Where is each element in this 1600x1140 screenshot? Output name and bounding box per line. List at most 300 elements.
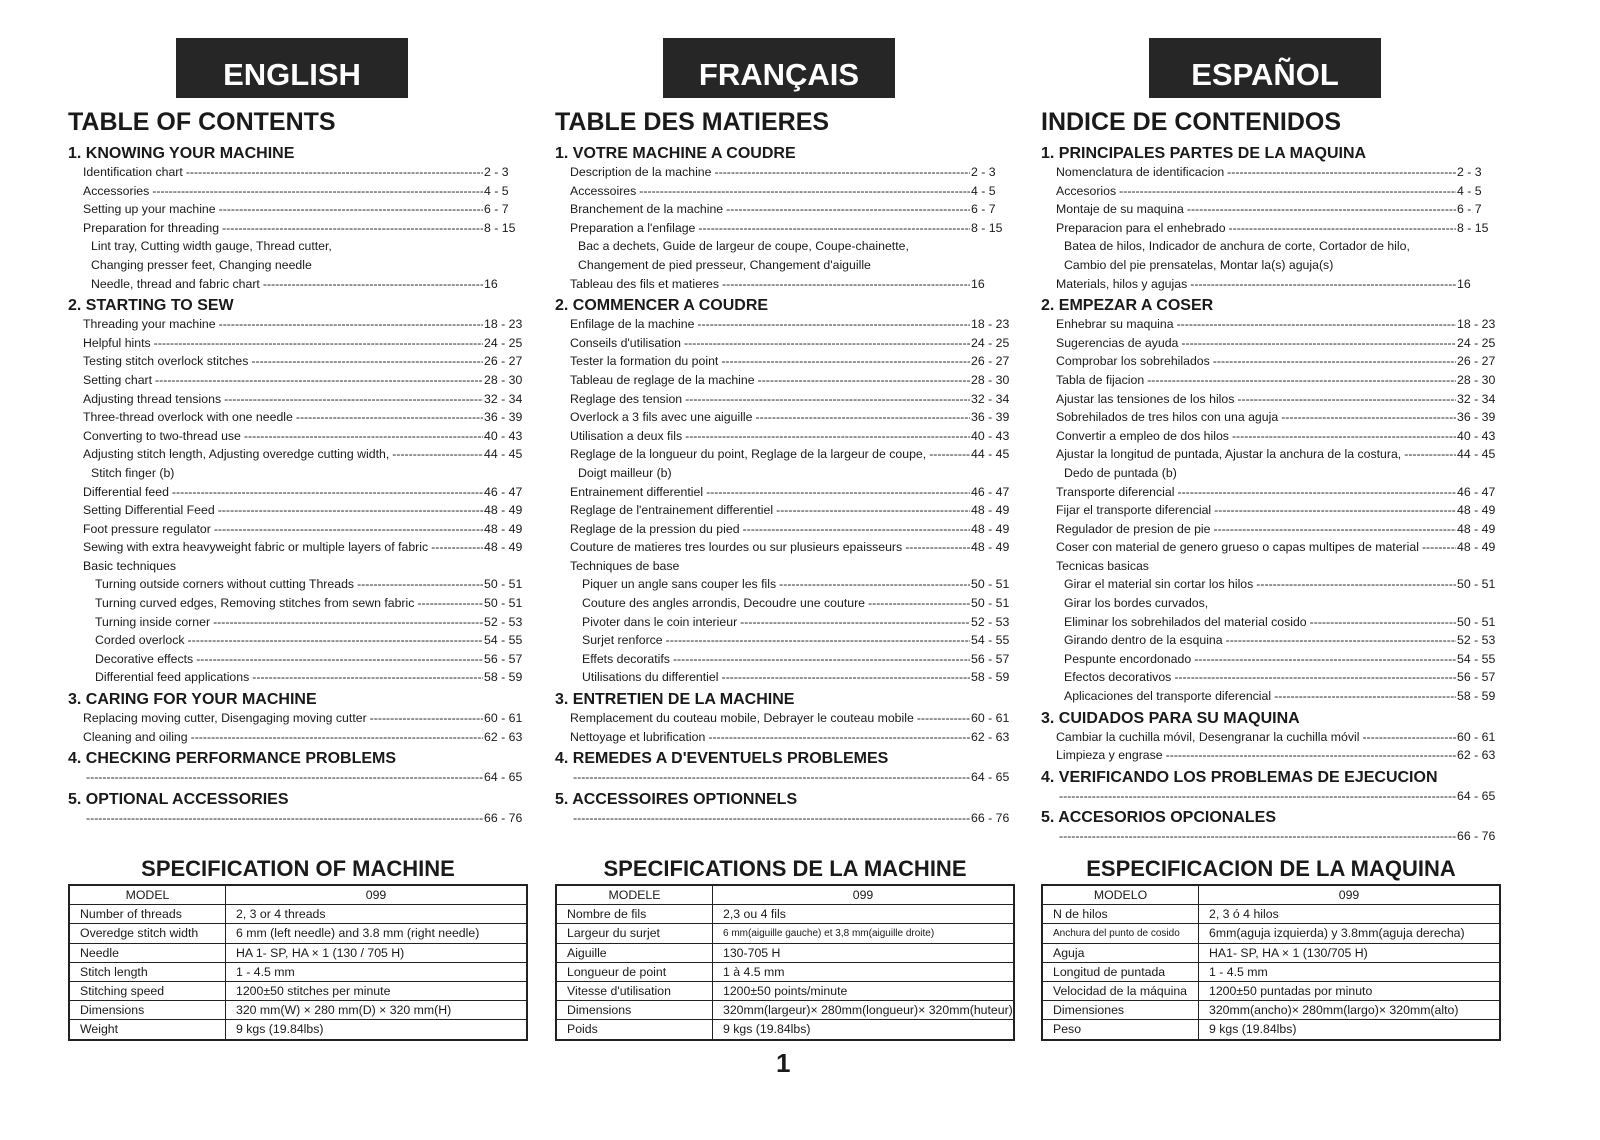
- dot-leader: [222, 219, 483, 238]
- entry-page: 48 - 49: [484, 540, 523, 555]
- toc-entry: [68, 575, 526, 594]
- entry-text: Enhebrar su maquina: [1056, 317, 1174, 332]
- toc-title: INDICE DE CONTENIDOS: [1041, 108, 1342, 136]
- entry-page: 28 - 30: [1457, 372, 1496, 387]
- entry-text: Cambio del pie prensatelas, Montar la(s) aguja(s): [1064, 257, 1334, 272]
- toc-entry: [1041, 631, 1499, 650]
- toc-entry: [1041, 219, 1499, 238]
- toc-entry: [68, 371, 526, 390]
- section-heading: 2. EMPEZAR A COSER: [1041, 297, 1214, 315]
- toc-entry: [555, 501, 1013, 520]
- toc-entry: [555, 219, 1013, 238]
- entry-page: 58 - 59: [1457, 689, 1496, 704]
- entry-text: Basic techniques: [83, 558, 176, 573]
- entry-page: 26 - 27: [484, 354, 523, 369]
- entry-text: Helpful hints: [83, 335, 151, 350]
- spec-row: [556, 924, 1014, 943]
- entry-page: 44 - 45: [1457, 447, 1496, 462]
- entry-page: 32 - 34: [484, 391, 523, 406]
- entry-text: Setting Differential Feed: [83, 503, 215, 518]
- spec-header-row: [69, 885, 527, 905]
- entry-page: 66 - 76: [971, 810, 1010, 825]
- dot-leader: [1119, 182, 1456, 201]
- dot-leader: [214, 520, 483, 539]
- toc-entry: [555, 520, 1013, 539]
- spec-label: Aiguille: [556, 943, 713, 962]
- spec-row: [1042, 1001, 1500, 1020]
- entry-text: Effets decoratifs: [582, 651, 670, 666]
- entry-page: 2 - 3: [484, 165, 509, 179]
- entry-text: Tabla de fijacion: [1056, 372, 1145, 387]
- toc-entry: [68, 709, 526, 728]
- dot-leader: [1177, 483, 1456, 502]
- dot-leader: [684, 334, 970, 353]
- entry-page: 46 - 47: [971, 484, 1010, 499]
- section-heading: 1. KNOWING YOUR MACHINE: [68, 145, 295, 162]
- entry-text: Setting chart: [83, 372, 153, 387]
- spec-table: [68, 884, 528, 1041]
- entry-text: Couture des angles arrondis, Decoudre une couture: [582, 596, 866, 611]
- entry-page: 48 - 49: [971, 503, 1010, 518]
- entry-page: 46 - 47: [1457, 484, 1496, 499]
- entry-text: Turning inside corner: [95, 614, 211, 629]
- entry-text: Tableau de reglage de la machine: [570, 372, 755, 387]
- entry-page: 48 - 49: [1457, 521, 1496, 536]
- spec-header-cell: 099: [226, 885, 528, 905]
- language-header: FRANÇAIS: [663, 38, 895, 98]
- toc-entry: [68, 464, 526, 483]
- toc-entry: [68, 557, 526, 576]
- entry-text: Reglage de l'entrainement differentiel: [570, 503, 774, 518]
- entry-page: 58 - 59: [971, 670, 1010, 685]
- spec-label: Aguja: [1042, 943, 1199, 962]
- toc-entry: [68, 334, 526, 353]
- toc-entry: [1041, 371, 1499, 390]
- spec-title: SPECIFICATION OF MACHINE: [141, 856, 455, 881]
- section-heading: 4. VERIFICANDO LOS PROBLEMAS DE EJECUCION: [1041, 768, 1438, 786]
- entry-text: Efectos decorativos: [1064, 670, 1172, 685]
- spec-value: 2, 3 or 4 threads: [226, 905, 528, 924]
- toc-entry: [68, 668, 526, 687]
- toc-entry: [1041, 275, 1499, 294]
- toc-entry: [555, 427, 1013, 446]
- toc-entry: [1041, 650, 1499, 669]
- entry-page: 28 - 30: [971, 372, 1010, 387]
- toc-entry: [555, 275, 1013, 294]
- dot-leader: [1190, 275, 1456, 294]
- entry-text: Turning outside corners without cutting Threads: [95, 577, 355, 592]
- dot-leader: [213, 613, 483, 632]
- entry-text: Piquer un angle sans couper les fils: [582, 577, 777, 592]
- dot-leader: [296, 408, 483, 427]
- entry-page: 36 - 39: [1457, 410, 1496, 425]
- spec-label: N de hilos: [1042, 905, 1199, 924]
- entry-text: Utilisations du differentiel: [582, 670, 719, 685]
- entry-text: Ajustar la longitud de puntada, Ajustar la anchura de la costura,: [1056, 447, 1402, 462]
- entry-text: Couture de matieres tres lourdes ou sur plusieurs epaisseurs: [570, 540, 903, 555]
- entry-text: Preparation for threading: [83, 220, 220, 235]
- toc-entry: [1041, 445, 1499, 464]
- spec-title: SPECIFICATIONS DE LA MACHINE: [603, 856, 967, 881]
- toc-entry: [68, 237, 526, 256]
- toc-entry: [555, 371, 1013, 390]
- spec-title: ESPECIFICACION DE LA MAQUINA: [1086, 856, 1456, 881]
- entry-page: 36 - 39: [484, 410, 523, 425]
- spec-label: Peso: [1042, 1020, 1199, 1040]
- entry-text: Setting up your machine: [83, 202, 216, 217]
- dot-leader: [706, 483, 970, 502]
- spec-row: [1042, 1020, 1500, 1040]
- spec-header-cell: MODELO: [1042, 885, 1199, 905]
- dot-leader: [1422, 538, 1456, 557]
- spec-row: [69, 924, 527, 943]
- section-heading: 2. COMMENCER A COUDRE: [555, 297, 769, 315]
- entry-page: 50 - 51: [1457, 614, 1496, 629]
- entry-text: Batea de hilos, Indicador de anchura de corte, Cortador de hilo,: [1064, 239, 1410, 254]
- toc-entry: [68, 275, 526, 294]
- entry-page: 50 - 51: [971, 596, 1010, 611]
- spec-label: Stitching speed: [69, 981, 226, 1000]
- toc-entry: [555, 575, 1013, 594]
- entry-text: Reglage de la longueur du point, Reglage de la largeur de coupe,: [570, 447, 927, 462]
- entry-text: Tecnicas basicas: [1056, 558, 1149, 573]
- toc-entry: [1041, 163, 1499, 182]
- entry-page: 52 - 53: [1457, 633, 1496, 648]
- toc-entry: [1041, 827, 1499, 846]
- entry-page: 48 - 49: [971, 540, 1010, 555]
- spec-value: 320mm(largeur)× 280mm(longueur)× 320mm(huteur): [713, 1001, 1015, 1020]
- spec-value: 1200±50 stitches per minute: [226, 981, 528, 1000]
- entry-text: Foot pressure regulator: [83, 521, 211, 536]
- spec-label: Overedge stitch width: [69, 924, 226, 943]
- toc-entry: [68, 501, 526, 520]
- entry-page: 58 - 59: [484, 670, 523, 685]
- entry-text: Preparacion para el enhebrado: [1056, 220, 1226, 235]
- dot-leader: [154, 334, 483, 353]
- spec-value: 6 mm(aiguille gauche) et 3,8 mm(aiguille droite): [713, 924, 1015, 943]
- language-header: ESPAÑOL: [1149, 38, 1381, 98]
- entry-page: 16: [971, 276, 985, 291]
- entry-page: 50 - 51: [971, 577, 1010, 592]
- toc-entry: [1041, 668, 1499, 687]
- entry-text: Testing stitch overlock stitches: [83, 354, 249, 369]
- dot-leader: [666, 631, 970, 650]
- toc-entry: [555, 594, 1013, 613]
- entry-text: Preparation a l'enfilage: [570, 220, 696, 235]
- toc-entry: [68, 390, 526, 409]
- entry-text: Tester la formation du point: [570, 354, 719, 369]
- dot-leader: [417, 594, 483, 613]
- toc-entry: [1041, 746, 1499, 765]
- entry-page: 6 - 7: [484, 202, 509, 217]
- entry-page: 64 - 65: [971, 770, 1010, 785]
- entry-page: 4 - 5: [1457, 183, 1482, 198]
- toc-entry: [1041, 728, 1499, 747]
- toc-entry: [68, 520, 526, 539]
- entry-page: 66 - 76: [484, 810, 523, 825]
- entry-page: 50 - 51: [484, 577, 523, 592]
- dot-leader: [196, 650, 483, 669]
- toc-entry: [1041, 575, 1499, 594]
- dot-leader: [722, 275, 970, 294]
- entry-page: 24 - 25: [1457, 335, 1496, 350]
- entry-page: 48 - 49: [971, 521, 1010, 536]
- entry-text: Montaje de su maquina: [1056, 202, 1184, 217]
- entry-text: Lint tray, Cutting width gauge, Thread cutter,: [91, 239, 332, 254]
- entry-text: Corded overlock: [95, 633, 185, 648]
- entry-page: 56 - 57: [1457, 670, 1496, 685]
- toc-entry: [555, 728, 1013, 747]
- toc-entry: [1041, 427, 1499, 446]
- spec-value: HA1- SP, HA × 1 (130/705 H): [1199, 943, 1501, 962]
- spec-label: Vitesse d'utilisation: [556, 981, 713, 1000]
- toc-entry: [68, 219, 526, 238]
- toc-entry: [68, 538, 526, 557]
- entry-page: 56 - 57: [971, 651, 1010, 666]
- spec-row: [69, 981, 527, 1000]
- entry-text: Ajustar las tensiones de los hilos: [1056, 391, 1235, 406]
- entry-page: 32 - 34: [1457, 391, 1496, 406]
- dot-leader: [1147, 371, 1456, 390]
- toc-entry: [555, 668, 1013, 687]
- entry-page: 4 - 5: [484, 183, 509, 198]
- entry-page: 36 - 39: [971, 410, 1010, 425]
- dot-leader: [779, 575, 970, 594]
- dot-leader: [219, 315, 483, 334]
- entry-text: Fijar el transporte diferencial: [1056, 503, 1212, 518]
- dot-leader: [172, 483, 483, 502]
- spec-label: Velocidad de la máquina: [1042, 981, 1199, 1000]
- toc-entry: [555, 768, 1013, 787]
- entry-text: Needle, thread and fabric chart: [91, 276, 260, 291]
- entry-text: Three-thread overlock with one needle: [83, 410, 293, 425]
- toc-entry: [68, 650, 526, 669]
- toc-entry: [555, 200, 1013, 219]
- dot-leader: [698, 219, 970, 238]
- toc-list: [1041, 144, 1499, 846]
- spec-header-cell: MODELE: [556, 885, 713, 905]
- spec-value: 1 - 4.5 mm: [226, 962, 528, 981]
- spec-value: 320 mm(W) × 280 mm(D) × 320 mm(H): [226, 1001, 528, 1020]
- toc-entry: [68, 483, 526, 502]
- toc-entry: [68, 408, 526, 427]
- toc-entry: [68, 200, 526, 219]
- entry-text: Reglage des tension: [570, 391, 683, 406]
- toc-title: TABLE DES MATIERES: [555, 108, 830, 136]
- entry-page: 54 - 55: [484, 633, 523, 648]
- entry-page: 8 - 15: [971, 220, 1003, 235]
- toc-entry: [555, 237, 1013, 256]
- dot-leader: [370, 709, 483, 728]
- entry-page: 64 - 65: [484, 770, 523, 785]
- toc-entry: [555, 709, 1013, 728]
- spec-row: [1042, 943, 1500, 962]
- toc-entry: [1041, 182, 1499, 201]
- toc-entry: [68, 352, 526, 371]
- spec-value: 1200±50 puntadas por minuto: [1199, 981, 1501, 1000]
- dot-leader: [905, 538, 970, 557]
- entry-page: 18 - 23: [1457, 317, 1496, 332]
- dot-leader: [1404, 445, 1456, 464]
- dot-leader: [639, 182, 970, 201]
- entry-page: 62 - 63: [1457, 748, 1496, 763]
- section-heading: 3. ENTRETIEN DE LA MACHINE: [555, 691, 795, 709]
- page-number: 1: [776, 1048, 791, 1078]
- toc-entry: [1041, 408, 1499, 427]
- toc-entry: [68, 768, 526, 787]
- section-heading: 1. VOTRE MACHINE A COUDRE: [555, 145, 796, 162]
- entry-text: Girar los bordes curvados,: [1064, 596, 1209, 611]
- entry-page: 54 - 55: [971, 633, 1010, 648]
- spec-label: Weight: [69, 1020, 226, 1040]
- toc-list: [68, 144, 526, 827]
- spec-label: Poids: [556, 1020, 713, 1040]
- spec-row: [1042, 981, 1500, 1000]
- spec-value: 9 kgs (19.84lbs): [226, 1020, 528, 1040]
- entry-text: Branchement de la machine: [570, 202, 724, 217]
- entry-text: Dedo de puntada (b): [1064, 465, 1177, 480]
- spec-header-row: [1042, 885, 1500, 905]
- dot-leader: [251, 352, 483, 371]
- entry-page: 46 - 47: [484, 484, 523, 499]
- entry-page: 64 - 65: [1457, 788, 1496, 803]
- spec-row: [69, 1001, 527, 1020]
- entry-page: 18 - 23: [484, 317, 523, 332]
- entry-text: Threading your machine: [83, 317, 216, 332]
- toc-entry: [68, 256, 526, 275]
- toc-entry: [555, 445, 1013, 464]
- entry-text: Aplicaciones del transporte diferencial: [1064, 689, 1272, 704]
- entry-page: 26 - 27: [971, 354, 1010, 369]
- entry-text: Adjusting stitch length, Adjusting overedge cutting width,: [83, 447, 390, 462]
- entry-text: Cambiar la cuchilla móvil, Desengranar la cuchilla móvil: [1056, 729, 1360, 744]
- dot-leader: [244, 427, 483, 446]
- spec-row: [69, 905, 527, 924]
- spec-value: 130-705 H: [713, 943, 1015, 962]
- entry-text: Reglage de la pression du pied: [570, 521, 740, 536]
- entry-page: 18 - 23: [971, 317, 1010, 332]
- dot-leader: [1281, 408, 1456, 427]
- section-heading: 3. CUIDADOS PARA SU MAQUINA: [1041, 709, 1300, 727]
- spec-row: [556, 962, 1014, 981]
- spec-label: Anchura del punto de cosido: [1042, 924, 1199, 943]
- entry-text: Adjusting thread tensions: [83, 391, 222, 406]
- entry-page: 2 - 3: [1457, 165, 1482, 179]
- entry-text: Comprobar los sobrehilados: [1056, 354, 1210, 369]
- spec-value: 6mm(aguja izquierda) y 3.8mm(aguja derecha): [1199, 924, 1501, 943]
- toc-entry: [1041, 594, 1499, 613]
- dot-leader: [1256, 575, 1456, 594]
- spec-label: Dimensions: [69, 1001, 226, 1020]
- entry-page: 66 - 76: [1457, 829, 1496, 844]
- spec-value: 1 - 4.5 mm: [1199, 962, 1501, 981]
- dot-leader: [392, 445, 483, 464]
- entry-text: Changement de pied presseur, Changement d'aiguille: [578, 257, 871, 272]
- spec-table: [555, 884, 1015, 1041]
- entry-text: Bac a dechets, Guide de largeur de coupe, Coupe-chainette,: [578, 239, 909, 254]
- toc-entry: [555, 256, 1013, 275]
- toc-entry: [555, 334, 1013, 353]
- dot-leader: [721, 352, 970, 371]
- entry-text: Utilisation a deux fils: [570, 428, 683, 443]
- entry-text: Changing presser feet, Changing needle: [91, 257, 312, 272]
- dot-leader: [431, 538, 483, 557]
- entry-page: 6 - 7: [1457, 202, 1482, 217]
- entry-page: 2 - 3: [971, 165, 996, 179]
- spec-label: Dimensions: [556, 1001, 713, 1020]
- dot-leader: [1194, 650, 1456, 669]
- entry-page: 60 - 61: [484, 711, 523, 726]
- toc-entry: [555, 483, 1013, 502]
- entry-text: Doigt mailleur (b): [578, 465, 672, 480]
- entry-page: 16: [484, 276, 498, 291]
- entry-text: Techniques de base: [570, 558, 680, 573]
- spec-row: [69, 943, 527, 962]
- dot-leader: [152, 182, 483, 201]
- spec-header-cell: MODEL: [69, 885, 226, 905]
- toc-entry: [1041, 237, 1499, 256]
- dot-leader: [868, 594, 970, 613]
- dot-leader: [1214, 520, 1456, 539]
- toc-entry: [555, 650, 1013, 669]
- spec-row: [556, 943, 1014, 962]
- toc-entry: [1041, 256, 1499, 275]
- toc-entry: [555, 315, 1013, 334]
- toc-entry: [555, 163, 1013, 182]
- entry-page: 28 - 30: [484, 372, 523, 387]
- dot-leader: [155, 371, 483, 390]
- spec-label: Stitch length: [69, 962, 226, 981]
- section-heading: 4. CHECKING PERFORMANCE PROBLEMS: [68, 750, 397, 768]
- toc-list: [555, 144, 1013, 827]
- dot-leader: [1166, 746, 1456, 765]
- entry-text: Remplacement du couteau mobile, Debrayer le couteau mobile: [570, 711, 914, 726]
- dot-leader: [715, 163, 971, 182]
- toc-entry: [555, 631, 1013, 650]
- dot-leader: [697, 315, 970, 334]
- toc-entry: [555, 408, 1013, 427]
- spec-row: [556, 905, 1014, 924]
- toc-entry: [555, 809, 1013, 828]
- entry-page: 52 - 53: [971, 614, 1010, 629]
- toc-entry: [555, 352, 1013, 371]
- dot-leader: [685, 390, 970, 409]
- entry-text: Nomenclatura de identificacion: [1056, 165, 1225, 179]
- entry-text: Girando dentro de la esquina: [1064, 633, 1223, 648]
- toc-entry: [555, 464, 1013, 483]
- toc-entry: [68, 445, 526, 464]
- entry-page: 54 - 55: [1457, 651, 1496, 666]
- entry-text: Converting to two-thread use: [83, 428, 241, 443]
- entry-text: Cleaning and oiling: [83, 729, 188, 744]
- dot-leader: [357, 575, 483, 594]
- entry-text: Identification chart: [83, 165, 183, 179]
- entry-page: 50 - 51: [1457, 577, 1496, 592]
- spec-value: 2, 3 ó 4 hilos: [1199, 905, 1501, 924]
- dot-leader: [86, 809, 483, 828]
- entry-text: Description de la machine: [570, 165, 712, 179]
- toc-entry: [555, 390, 1013, 409]
- toc-entry: [1041, 538, 1499, 557]
- entry-page: 24 - 25: [971, 335, 1010, 350]
- spec-row: [1042, 924, 1500, 943]
- dot-leader: [1059, 787, 1456, 806]
- toc-entry: [1041, 334, 1499, 353]
- dot-leader: [776, 501, 970, 520]
- toc-entry: [68, 631, 526, 650]
- dot-leader: [1187, 200, 1456, 219]
- entry-text: Accesorios: [1056, 183, 1117, 198]
